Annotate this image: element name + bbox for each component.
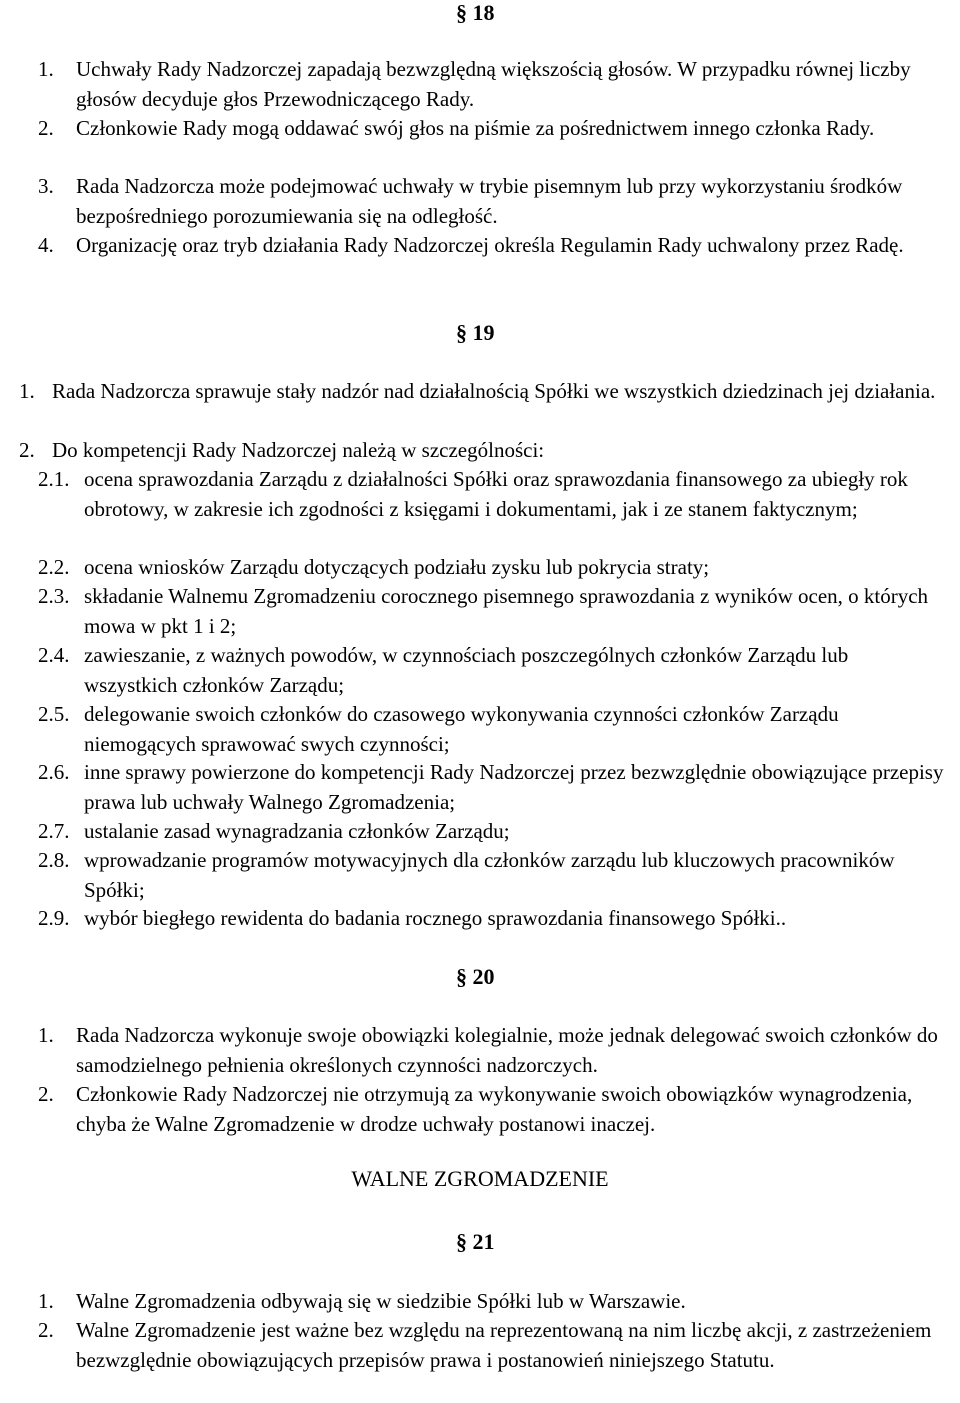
item-text: Walne Zgromadzenia odbywają się w siedzibie Spółki lub w Warszawie. [76,1289,686,1313]
item-text: Rada Nadzorcza sprawuje stały nadzór nad działalnością Spółki we wszystkich dziedzinach jej działania. [52,379,936,403]
list-item [19,436,946,466]
list-item [38,55,946,114]
sub-item-number: 2.5. [38,702,70,726]
item-number: 2. [38,1318,54,1342]
item-number: 3. [38,174,54,198]
sub-item [38,904,946,934]
section-18-heading: § 18 [456,0,495,25]
sub-item-text: ocena sprawozdania Zarządu z działalności Spółki oraz sprawozdania finansowego za ubiegły rok obrotowy, w zakresie ich zgodności z księgami i dokumentami, jak i ze stanem faktycznym; [84,467,908,521]
list-item [38,231,946,261]
list-item [38,114,946,144]
sub-item [38,846,946,905]
item-number: 2. [38,116,54,140]
sub-item-number: 2.8. [38,848,70,872]
section-19-heading: § 19 [456,320,495,345]
sub-item-text: wprowadzanie programów motywacyjnych dla członków zarządu lub kluczowych pracowników Spółki; [84,848,895,902]
sub-item-number: 2.1. [38,467,70,491]
sub-item-number: 2.2. [38,555,70,579]
item-number: 1. [38,1023,54,1047]
section-21-heading: § 21 [456,1229,495,1254]
sub-item-text: ocena wniosków Zarządu dotyczących podziału zysku lub pokrycia straty; [84,555,710,579]
section-20-heading: § 20 [456,964,495,989]
item-number: 1. [38,1289,54,1313]
sub-item-number: 2.6. [38,760,70,784]
list-item [19,377,946,407]
item-text: Członkowie Rady mogą oddawać swój głos na piśmie za pośrednictwem innego członka Rady. [76,116,875,140]
sub-item-text: inne sprawy powierzone do kompetencji Rady Nadzorczej przez bezwzględnie obowiązujące przepisy prawa lub uchwały Walnego Zgromadzenia; [84,760,944,814]
list-item [38,1287,946,1317]
sub-item-number: 2.4. [38,643,70,667]
item-number: 2. [19,438,35,462]
sub-item-text: składanie Walnemu Zgromadzeniu corocznego pisemnego sprawozdania z wyników ocen, o których mowa w pkt 1 i 2; [84,584,929,638]
item-text: Organizację oraz tryb działania Rady Nadzorczej określa Regulamin Rady uchwalony przez Radę. [76,233,904,257]
sub-item-number: 2.9. [38,906,70,930]
item-text: Rada Nadzorcza wykonuje swoje obowiązki kolegialnie, może jednak delegować swoich członków do samodzielnego pełnienia określonych czynności nadzorczych. [76,1023,938,1077]
sub-item [38,758,946,817]
list-item [38,1316,946,1375]
item-number: 2. [38,1082,54,1106]
sub-item [38,582,946,641]
chapter-title: WALNE ZGROMADZENIE [351,1166,609,1191]
item-text: Walne Zgromadzenie jest ważne bez względu na reprezentowaną na nim liczbę akcji, z zastrzeżeniem bezwzględnie obowiązujących przepisów prawa i postanowień niniejszego Statutu. [76,1318,932,1372]
sub-item [38,817,946,847]
item-text: Uchwały Rady Nadzorczej zapadają bezwzględną większością głosów. W przypadku równej liczby głosów decyduje głos Przewodniczącego Rady. [76,57,911,111]
sub-item [38,465,946,524]
item-text: Rada Nadzorcza może podejmować uchwały w trybie pisemnym lub przy wykorzystaniu środków bezpośredniego porozumiewania się na odległość. [76,174,903,228]
sub-item-number: 2.3. [38,584,70,608]
item-text: Do kompetencji Rady Nadzorczej należą w szczególności: [52,438,545,462]
sub-item-text: delegowanie swoich członków do czasowego wykonywania czynności członków Zarządu niemogących sprawować swych czynności; [84,702,839,756]
list-item [38,1021,946,1080]
sub-item-text: wybór biegłego rewidenta do badania rocznego sprawozdania finansowego Spółki.. [84,906,787,930]
sub-item [38,641,946,700]
item-number: 1. [19,379,35,403]
list-item [38,1080,946,1139]
item-number: 4. [38,233,54,257]
sub-item-text: zawieszanie, z ważnych powodów, w czynnościach poszczególnych członków Zarządu lub wszystkich członków Zarządu; [84,643,849,697]
sub-item-text: ustalanie zasad wynagradzania członków Zarządu; [84,819,510,843]
sub-item [38,553,946,583]
item-text: Członkowie Rady Nadzorczej nie otrzymują za wykonywanie swoich obowiązków wynagrodzenia, chyba że Walne Zgromadzenie w drodze uchwały postanowi inaczej. [76,1082,913,1136]
list-item [38,172,946,231]
item-number: 1. [38,57,54,81]
sub-item [38,700,946,759]
sub-item-number: 2.7. [38,819,70,843]
